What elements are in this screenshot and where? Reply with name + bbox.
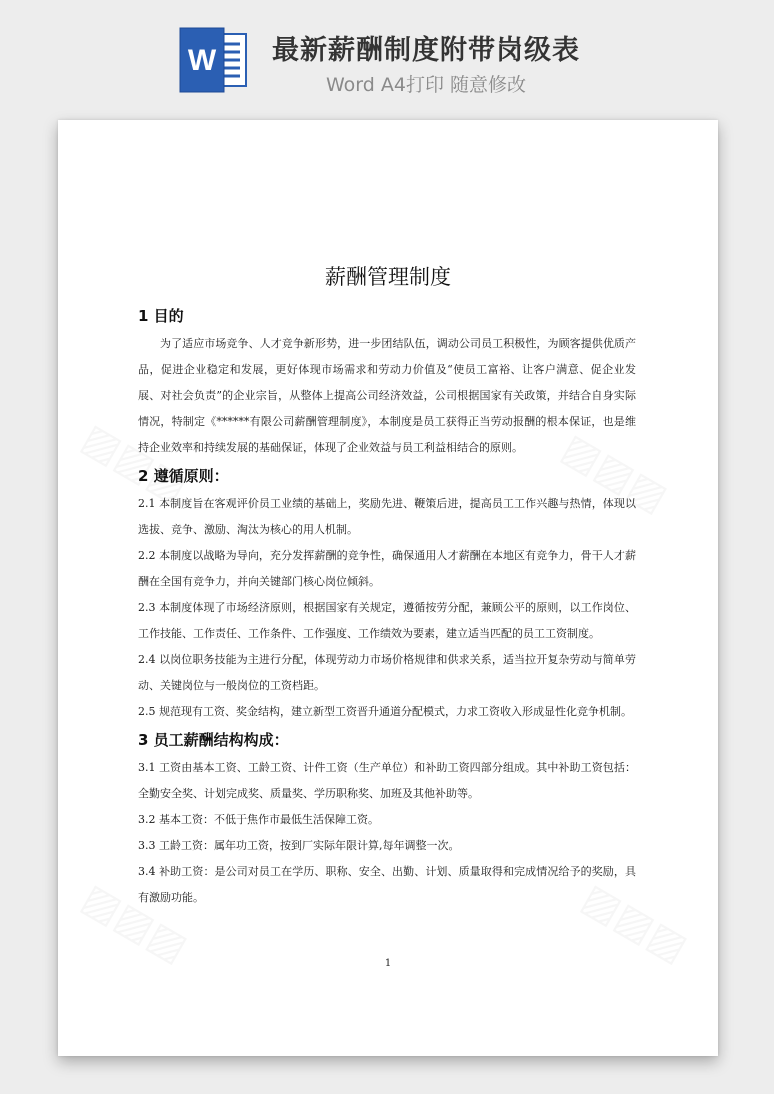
- paragraph: 2.1 本制度旨在客观评价员工业绩的基础上，奖励先进、鞭策后进，提高员工工作兴趣与热情，体现以选拔、竞争、激励、淘汰为核心的用人机制。: [138, 497, 636, 536]
- section-heading-salary-structure: 3 员工薪酬结构构成：: [138, 731, 289, 749]
- paragraph: 2.2 本制度以战略为导向，充分发挥薪酬的竞争性，确保通用人才薪酬在本地区有竞争力，骨干人才薪酬在全国有竞争力，并向关键部门核心岗位倾斜。: [138, 549, 636, 588]
- paragraph: 3.3 工龄工资：属年功工资，按到厂实际年限计算,每年调整一次。: [138, 839, 460, 852]
- paragraph: 3.2 基本工资：不低于焦作市最低生活保障工资。: [138, 813, 379, 826]
- banner-subtitle: Word A4打印 随意修改: [326, 74, 527, 96]
- paragraph: 为了适应市场竞争、人才竞争新形势，进一步团结队伍，调动公司员工积极性，为顾客提供优质产品，促进企业稳定和发展，更好体现市场需求和劳动力价值及“使员工富裕、让客户满意、促企业发展、对社会负责”的企业宗旨，从整体上提高公司经济效益，公司根据国家有关政策，并结合自身实际情况，特制定《******有限公司薪酬管理制度》，本制度是员工获得正当劳动报酬的根本保证，也是维持企业效率和持续发展的基础保证，体现了企业效益与员工利益相结合的原则。: [138, 337, 636, 454]
- word-logo-letter: W: [187, 44, 217, 77]
- paragraph: 3.1 工资由基本工资、工龄工资、计件工资（生产单位）和补助工资四部分组成。其中补助工资包括：全勤安全奖、计划完成奖、质量奖、学历职称奖、加班及其他补助等。: [138, 761, 636, 800]
- document-page: [58, 120, 718, 1056]
- paragraph: 3.4 补助工资：是公司对员工在学历、职称、安全、出勤、计划、质量取得和完成情况给予的奖励，具有激励功能。: [138, 865, 636, 904]
- paragraph: 2.5 规范现有工资、奖金结构，建立新型工资晋升通道分配模式，力求工资收入形成显性化竞争机制。: [138, 705, 632, 718]
- word-icon: [178, 24, 250, 96]
- section-heading-purpose: 1 目的: [138, 307, 184, 325]
- paragraph: 2.3 本制度体现了市场经济原则，根据国家有关规定，遵循按劳分配，兼顾公平的原则，以工作岗位、工作技能、工作责任、工作条件、工作强度、工作绩效为要素，建立适当匹配的员工工资制度。: [138, 601, 636, 640]
- banner-title: 最新薪酬制度附带岗级表: [272, 35, 580, 66]
- document-body: [138, 301, 636, 911]
- document-title: 薪酬管理制度: [325, 265, 451, 289]
- paragraph: 2.4 以岗位职务技能为主进行分配，体现劳动力市场价格规律和供求关系，适当拉开复杂劳动与简单劳动、关键岗位与一般岗位的工资档距。: [138, 653, 636, 692]
- header-banner: [0, 0, 774, 110]
- section-heading-principles: 2 遵循原则：: [138, 467, 229, 485]
- page-number: 1: [384, 958, 392, 969]
